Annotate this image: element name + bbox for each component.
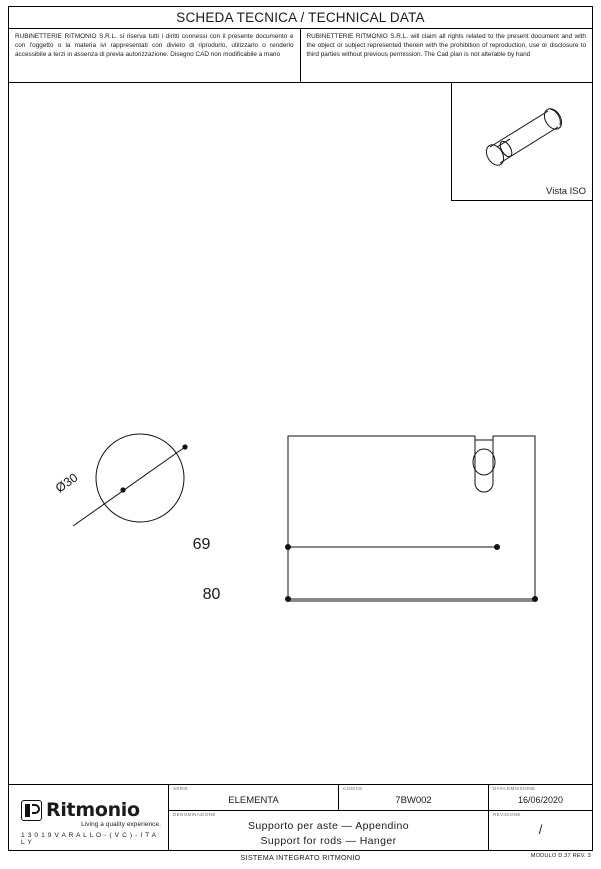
legal-note-italian: RUBINETTERIE RITMONIO S.R.L. si riserva tutti i diritti connessi con il presente documento e con l'oggetto o la materia ivi rappresentati con divieto di riprodurlo, utilizzarlo o renderlo accessibile a terzi in assenza di previa autorizzazione. Disegno CAD non modificabile a mano: [9, 29, 301, 82]
data-emissione-caption: DATA EMISSIONE: [493, 786, 536, 791]
serie-cell: [169, 785, 339, 810]
legal-notes: [9, 29, 592, 83]
sheet-footer: [8, 853, 593, 867]
revisione-caption: REVISIONE: [493, 812, 521, 818]
company-address: 1 3 0 1 9 V A R A L L O - ( V C ) - I T A L Y: [21, 832, 157, 846]
diameter-dimension-label: Ø30: [53, 470, 81, 496]
data-emissione-cell: [489, 785, 592, 810]
description-english: Support for rods — Hanger: [260, 834, 397, 847]
company-logo-cell: [9, 785, 169, 850]
codice-cell: [339, 785, 489, 810]
denominazione-caption: DENOMINAZIONE: [173, 812, 216, 818]
codice-caption: CODICE: [343, 786, 363, 791]
section-circle: [96, 434, 184, 522]
footer-center-text: SISTEMA INTEGRATO RITMONIO: [240, 853, 361, 862]
title-block: [9, 784, 592, 850]
drawing-area: [9, 83, 592, 773]
description-italian: Supporto per aste — Appendino: [247, 819, 410, 832]
serie-caption: SERIE: [173, 786, 189, 791]
footer-module-code: MODULO D.37 REV. 3: [530, 853, 591, 859]
revisione-value: /: [538, 821, 543, 837]
page-title: SCHEDA TECNICA / TECHNICAL DATA: [176, 10, 425, 25]
company-name: Ritmonio: [46, 799, 140, 821]
company-tagline: Living a quality experience.: [81, 821, 161, 828]
data-emissione-value: 16/06/2020: [517, 794, 564, 805]
dimension-69-label: 69: [192, 536, 211, 553]
denominazione-cell: [169, 811, 489, 850]
drawing-sheet: [8, 6, 593, 851]
serie-value: ELEMENTA: [228, 794, 279, 806]
ritmonio-logo-icon: [21, 800, 42, 821]
legal-note-english: RUBINETTERIE RITMONIO S.R.L. will claim all rights related to the present document and with the object or subject represented therein with the prohibition of reproduction, use or disclosure to third parties without previous permission. The Cad plan is not alterable by hand: [306, 33, 586, 58]
codice-value: 7BW002: [395, 794, 432, 806]
revisione-cell: [489, 811, 592, 850]
sheet-title-bar: [9, 7, 592, 29]
dimension-80-label: 80: [202, 586, 221, 603]
iso-view-label: Vista ISO: [546, 186, 586, 197]
